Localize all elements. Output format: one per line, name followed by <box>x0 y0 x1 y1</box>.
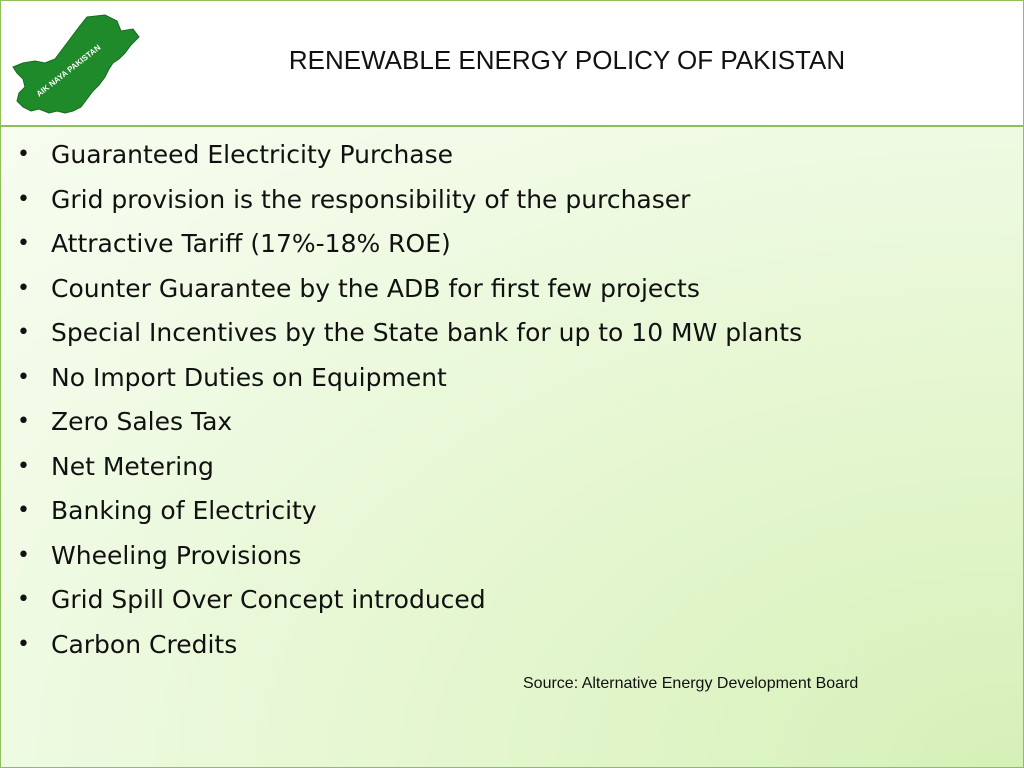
bullet-icon: • <box>17 631 30 657</box>
list-item <box>17 222 1003 267</box>
list-item-text: No Import Duties on Equipment <box>51 362 447 392</box>
list-item <box>17 578 1003 623</box>
bullet-icon: • <box>17 142 30 167</box>
list-item-text: Special Incentives by the State bank for up to 10 MW plants <box>51 318 803 347</box>
bullet-icon: • <box>17 186 30 212</box>
bullet-icon: • <box>17 231 30 256</box>
logo-text: AIK NAYA PAKISTAN <box>34 42 103 99</box>
slide-header <box>0 0 1024 127</box>
bullet-icon: • <box>17 453 30 479</box>
list-item <box>17 534 1003 579</box>
bullet-icon: • <box>17 587 30 612</box>
list-item <box>17 489 1003 534</box>
list-item-text: Carbon Credits <box>51 629 238 659</box>
pakistan-map-logo-icon <box>9 11 141 119</box>
bullet-icon: • <box>17 320 30 345</box>
bullet-icon: • <box>17 364 30 390</box>
list-item-text: Counter Guarantee by the ADB for first few projects <box>51 273 700 303</box>
list-item-text: Grid provision is the responsibility of the purchaser <box>51 184 691 214</box>
bullet-icon: • <box>17 409 30 434</box>
list-item <box>17 133 1003 178</box>
slide-body <box>0 127 1024 768</box>
list-item-text: Attractive Tariff (17%-18% ROE) <box>51 229 451 258</box>
list-item <box>17 400 1003 445</box>
source-caption: Source: Alternative Energy Development Board <box>523 675 859 692</box>
list-item-text: Guaranteed Electricity Purchase <box>51 140 454 169</box>
list-item <box>17 311 1003 356</box>
list-item-text: Banking of Electricity <box>51 496 317 525</box>
list-item-text: Net Metering <box>51 451 214 481</box>
list-item <box>17 267 1003 312</box>
list-item-text: Zero Sales Tax <box>51 407 233 436</box>
bullet-list <box>17 133 1003 667</box>
list-item-text: Grid Spill Over Concept introduced <box>51 585 486 614</box>
list-item-text: Wheeling Provisions <box>51 540 302 570</box>
bullet-icon: • <box>17 498 30 523</box>
page-title: RENEWABLE ENERGY POLICY OF PAKISTAN <box>288 45 846 75</box>
list-item <box>17 623 1003 668</box>
list-item <box>17 445 1003 490</box>
list-item <box>17 178 1003 223</box>
list-item <box>17 356 1003 401</box>
bullet-icon: • <box>17 542 30 568</box>
bullet-icon: • <box>17 275 30 301</box>
